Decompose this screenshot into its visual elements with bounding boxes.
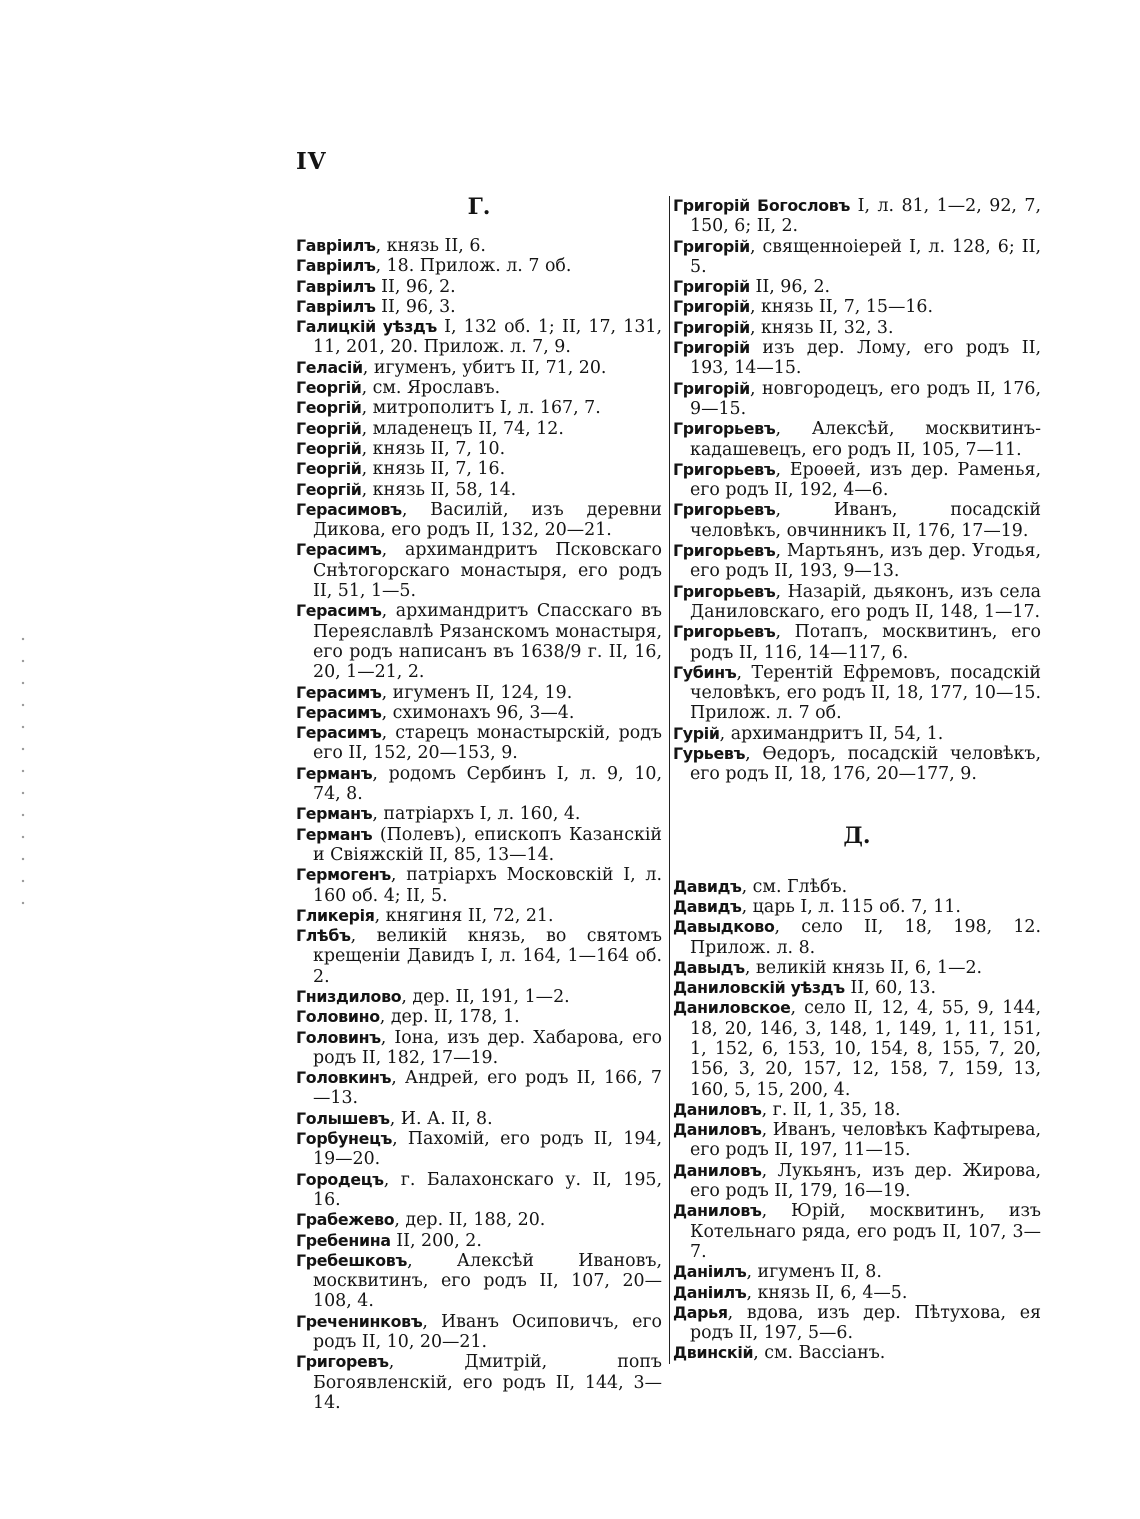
section-heading-g: Г. [467,194,491,220]
entry-references: , патрiархъ Московскiй I, л. 160 об. 4; II, 5. [313,865,662,906]
entry-headword: Гаврiилъ [296,236,376,255]
entry-list-g-left [296,236,662,1413]
index-entry [673,419,1041,460]
entry-references: , г. Балахонскаго у. II, 195, 16. [313,1169,662,1210]
entry-headword: Гаврiилъ [296,276,376,296]
entry-references: , см. Глѣбъ. [741,876,848,897]
entry-headword: Даниловъ [673,1201,762,1221]
entry-references: , дер. II, 178, 1. [379,1007,520,1028]
entry-references: , Пахомiй, его родъ II, 194, 19—20. [313,1129,662,1170]
entry-headword: Григоревъ [296,1352,389,1372]
index-entry [673,1343,1041,1363]
entry-headword: Григорiй [673,297,750,317]
index-entry [296,1068,662,1109]
index-entry [296,317,662,358]
entry-headword: Григорiй [673,317,750,337]
index-entry [673,1303,1041,1344]
entry-headword: Геласiй [296,357,363,377]
entry-headword: Григорьевъ [673,459,776,479]
entry-headword: Григорiй [673,236,750,256]
index-entry [673,917,1041,958]
entry-headword: Головино [296,1007,380,1027]
entry-references: , Назарiй, дьяконъ, изъ села Даниловскаго, его родъ II, 148, 1—17. [690,581,1041,622]
entry-headword: Георгiй [296,378,362,398]
entry-headword: Голышевъ [296,1108,390,1128]
entry-headword: Германъ [296,824,373,844]
entry-references: , родомъ Сербинъ I, л. 9, 10, 74, 8. [313,763,662,805]
entry-references: , князь II, 6, 4—5. [746,1282,908,1303]
entry-headword: Даниловъ [673,1160,762,1180]
index-entry [673,663,1041,724]
index-entry [296,703,662,723]
index-entry [296,1109,662,1129]
entry-references: II, 96, 3. [375,296,456,317]
entry-references: II, 60, 13. [844,978,937,999]
index-entry [296,297,662,317]
entry-references: I, л. 81, 1—2, 92, 7, 150, 6; II, 2. [690,196,1041,237]
index-entry [673,724,1041,744]
entry-headword: Давыдъ [673,957,745,977]
entry-headword: Горбунецъ [296,1129,393,1149]
index-entry [673,1201,1041,1262]
entry-headword: Данiилъ [673,1282,747,1302]
entry-references: , Потапъ, москвитинъ, его родъ II, 116, 14—117, 6. [690,622,1041,663]
page-number: IV [296,148,327,175]
index-entry [296,398,662,418]
entry-headword: Григорьевъ [673,622,776,642]
entry-references: , И. А. II, 8. [389,1108,493,1129]
index-entry [296,987,662,1007]
entry-headword: Гаврiилъ [296,256,376,276]
entry-headword: Данiилъ [673,1262,747,1282]
entry-references: , архимандритъ II, 54, 1. [719,723,944,744]
index-entry [296,1028,662,1069]
entry-references: , Юрiй, москвитинъ, изъ Котельнаго ряда, его родъ II, 107, 3—7. [690,1201,1041,1262]
entry-references: , князь II, 7, 16. [361,459,506,480]
index-entry [296,1251,662,1312]
entry-references: , новгородецъ, его родъ II, 176, 9—15. [690,378,1041,419]
index-entry [296,378,662,398]
entry-headword: Даниловъ [673,1099,762,1119]
entry-headword: Гермогенъ [296,865,391,885]
entry-headword: Головинъ [296,1027,381,1047]
index-entry [296,1231,662,1251]
index-entry [296,1352,662,1413]
index-entry [673,744,1041,785]
scan-specks [18,628,28,918]
entry-headword: Григорьевъ [673,581,776,601]
entry-headword: Георгiй [296,398,362,418]
entry-references: , г. II, 1, 35, 18. [761,1099,901,1120]
index-entry [296,277,662,297]
entry-headword: Георгiй [296,459,362,479]
index-entry [673,338,1041,379]
index-entry [673,379,1041,420]
entry-references: , село II, 18, 198, 12. Прилож. л. 8. [690,917,1041,958]
entry-headword: Григорiй [673,338,750,358]
index-entry [673,1161,1041,1202]
index-entry [296,480,662,500]
index-entry [673,897,1041,917]
entry-references: , село II, 12, 4, 55, 9, 144, 18, 20, 146, 3, 148, 1, 149, 1, 11, 151, 1, 152, 6, 153, 10, 154, 8, 155, 7, 20, 156, 3, 20, 157, 12, 158, 7, 159, 13, 160, 5, 15, 200, 4. [690,998,1041,1100]
index-entry [296,906,662,926]
entry-references: , игуменъ, убитъ II, 71, 20. [362,357,607,378]
entry-references: , князь II, 7, 10. [361,438,506,459]
index-entry [673,622,1041,663]
index-entry [673,541,1041,582]
entry-references: , великiй князь, во святомъ крещенiи Давидъ I, л. 164, 1—164 об. 2. [313,926,662,987]
entry-headword: Герасимъ [296,702,382,722]
index-entry [673,500,1041,541]
entry-headword: Давидъ [673,876,742,896]
entry-headword: Двинскiй [673,1343,754,1363]
index-entry [296,926,662,987]
entry-references: (Полевъ), епископъ Казанскiй и Свiяжскiй II, 85, 13—14. [313,824,662,865]
index-entry [296,1170,662,1211]
entry-references: , см. Ярославъ. [361,378,501,399]
index-entry [296,723,662,764]
entry-headword: Грабежево [296,1210,395,1230]
entry-headword: Гаврiилъ [296,296,376,316]
index-entry [673,277,1041,297]
index-entry [296,256,662,276]
entry-headword: Гребенина [296,1230,391,1250]
entry-references: , Дмитрiй, попъ Богоявленскiй, его родъ II, 144, 3—14. [313,1352,662,1413]
entry-references: , царь I, л. 115 об. 7, 11. [741,896,961,917]
entry-references: , Iона, изъ дер. Хабарова, его родъ II, 182, 17—19. [313,1027,662,1068]
entry-headword: Гликерiя [296,905,375,925]
index-entry [673,196,1041,237]
entry-headword: Дарья [673,1302,728,1322]
entry-references: , Андрей, его родъ II, 166, 7—13. [313,1068,662,1109]
entry-references: , Мартьянъ, изъ дер. Угодья, его родъ II, 193, 9—13. [690,541,1041,582]
entry-references: , патрiархъ I, л. 160, 4. [372,804,581,825]
index-entry [296,500,662,541]
entry-headword: Гурьевъ [673,744,746,764]
entry-headword: Герасимъ [296,723,382,743]
entry-references: , князь II, 58, 14. [361,479,517,500]
entry-list-g-right [673,196,1041,785]
index-entry [673,582,1041,623]
index-entry [673,318,1041,338]
entry-headword: Головкинъ [296,1068,392,1088]
entry-headword: Григорьевъ [673,541,776,561]
entry-references: , князь II, 6. [375,236,486,256]
entry-references: , вдова, изъ дер. Пѣтухова, ея родъ II, 197, 5—6. [690,1302,1041,1344]
entry-headword: Галицкiй уѣздъ [296,317,437,337]
entry-headword: Давыдково [673,917,775,937]
entry-references: , архимандритъ Псковскаго Снѣтогорскаго монастыря, его родъ II, 51, 1—5. [313,540,662,602]
index-entry [673,877,1041,897]
entry-references: , игуменъ II, 124, 19. [381,682,573,703]
index-entry [673,237,1041,278]
entry-references: , Василiй, изъ деревни Дикова, его родъ II, 132, 20—21. [313,499,662,541]
index-entry [296,419,662,439]
index-entry [296,1210,662,1230]
entry-references: , игуменъ II, 8. [746,1262,882,1283]
index-entry [673,1120,1041,1161]
entry-references: II, 96, 2. [749,277,831,298]
entry-headword: Герасимъ [296,601,382,621]
entry-references: , Терентiй Ефремовъ, посадскiй человѣкъ, его родъ II, 18, 177, 10—15. Прилож. л. 7 об. [690,662,1041,724]
entry-headword: Губинъ [673,662,737,682]
entry-headword: Григорьевъ [673,500,776,520]
entry-headword: Григорьевъ [673,419,776,439]
index-entry [296,540,662,601]
entry-references: , 18. Прилож. л. 7 об. [375,256,572,277]
index-column-right [669,196,1041,1364]
entry-references: , схимонахъ 96, 3—4. [381,702,575,723]
entry-references: , Алексѣй, москвитинъ-кадашевецъ, его родъ II, 105, 7—11. [690,419,1041,460]
entry-references: II, 200, 2. [390,1230,482,1251]
index-entry [296,1129,662,1170]
entry-references: , Ѳедоръ, посадскiй человѣкъ, его родъ II, 18, 176, 20—177, 9. [690,744,1041,785]
index-entry [673,958,1041,978]
index-entry [296,764,662,805]
index-entry [296,358,662,378]
entry-references: , Ероѳей, изъ дер. Раменья, его родъ II, 192, 4—6. [690,459,1041,501]
index-entry [296,825,662,866]
section-heading-d: Д. [843,822,871,849]
entry-headword: Георгiй [296,479,362,499]
entry-references: , Иванъ, посадскiй человѣкъ, овчинникъ II, 176, 17—19. [690,500,1041,541]
entry-headword: Городецъ [296,1169,384,1189]
entry-headword: Германъ [296,763,373,783]
entry-references: изъ дер. Лому, его родъ II, 193, 14—15. [690,338,1041,379]
entry-headword: Гребешковъ [296,1250,408,1270]
entry-references: , Алексѣй Ивановъ, москвитинъ, его родъ II, 107, 20—108, 4. [313,1250,662,1312]
entry-headword: Греченинковъ [296,1311,423,1331]
index-entry [673,297,1041,317]
index-entry [296,236,662,256]
index-entry [296,683,662,703]
entry-headword: Герасимъ [296,682,382,702]
entry-headword: Григорiй [673,277,750,297]
entry-references: , дер. II, 191, 1—2. [401,986,570,1007]
index-entry [296,1007,662,1027]
index-entry [296,601,662,682]
entry-headword: Георгiй [296,418,362,438]
entry-headword: Даниловское [673,998,791,1018]
entry-references: , священноiерей I, л. 128, 6; II, 5. [690,236,1041,277]
index-entry [296,804,662,824]
index-entry [296,439,662,459]
entry-references: , великiй князь II, 6, 1—2. [744,957,983,978]
entry-references: , см. Вассiанъ. [753,1343,886,1364]
index-entry [673,998,1041,1099]
index-entry [296,459,662,479]
entry-headword: Георгiй [296,438,362,458]
entry-references: , архимандритъ Спасскаго въ Переяславлѣ Рязанскомъ монастыря, его родъ написанъ въ 1638/9 г. II, 16, 20, 1—21, 2. [313,601,662,683]
entry-references: I, 132 об. 1; II, 17, 131, 11, 201, 20. Прилож. л. 7, 9. [313,317,662,358]
index-entry [673,1100,1041,1120]
entry-headword: Даниловскiй уѣздъ [673,978,845,998]
index-entry [296,1312,662,1353]
entry-references: , митрополитъ I, л. 167, 7. [361,398,601,419]
index-entry [673,978,1041,998]
entry-headword: Григорiй Богословъ [673,196,851,215]
entry-headword: Германъ [296,804,373,824]
entry-references: , младенецъ II, 74, 12. [361,418,564,439]
entry-references: II, 96, 2. [375,276,456,297]
entry-references: , Лукьянъ, изъ дер. Жирова, его родъ II, 179, 16—19. [690,1160,1041,1202]
index-entry [673,1262,1041,1282]
entry-headword: Гурiй [673,723,720,743]
entry-list-d [673,877,1041,1364]
entry-references: , старецъ монастырскiй, родъ его II, 152, 20—153, 9. [313,723,662,764]
entry-headword: Даниловъ [673,1120,762,1140]
index-entry [673,460,1041,501]
entry-references: , Иванъ Осиповичъ, его родъ II, 10, 20—21. [313,1311,662,1353]
entry-references: , князь II, 32, 3. [749,317,894,338]
entry-headword: Герасимовъ [296,499,402,519]
entry-headword: Глѣбъ [296,926,351,946]
entry-references: , князь II, 7, 15—16. [749,297,934,318]
entry-headword: Гниздилово [296,986,402,1006]
entry-headword: Давидъ [673,896,742,916]
entry-references: , княгиня II, 72, 21. [374,905,554,926]
entry-headword: Григорiй [673,378,750,398]
index-column-left [296,190,662,1413]
entry-headword: Герасимъ [296,540,382,560]
index-entry [673,1283,1041,1303]
entry-references: , дер. II, 188, 20. [394,1210,546,1231]
entry-references: , Иванъ, человѣкъ Кафтырева, его родъ II, 197, 11—15. [690,1120,1041,1161]
index-entry [296,865,662,906]
